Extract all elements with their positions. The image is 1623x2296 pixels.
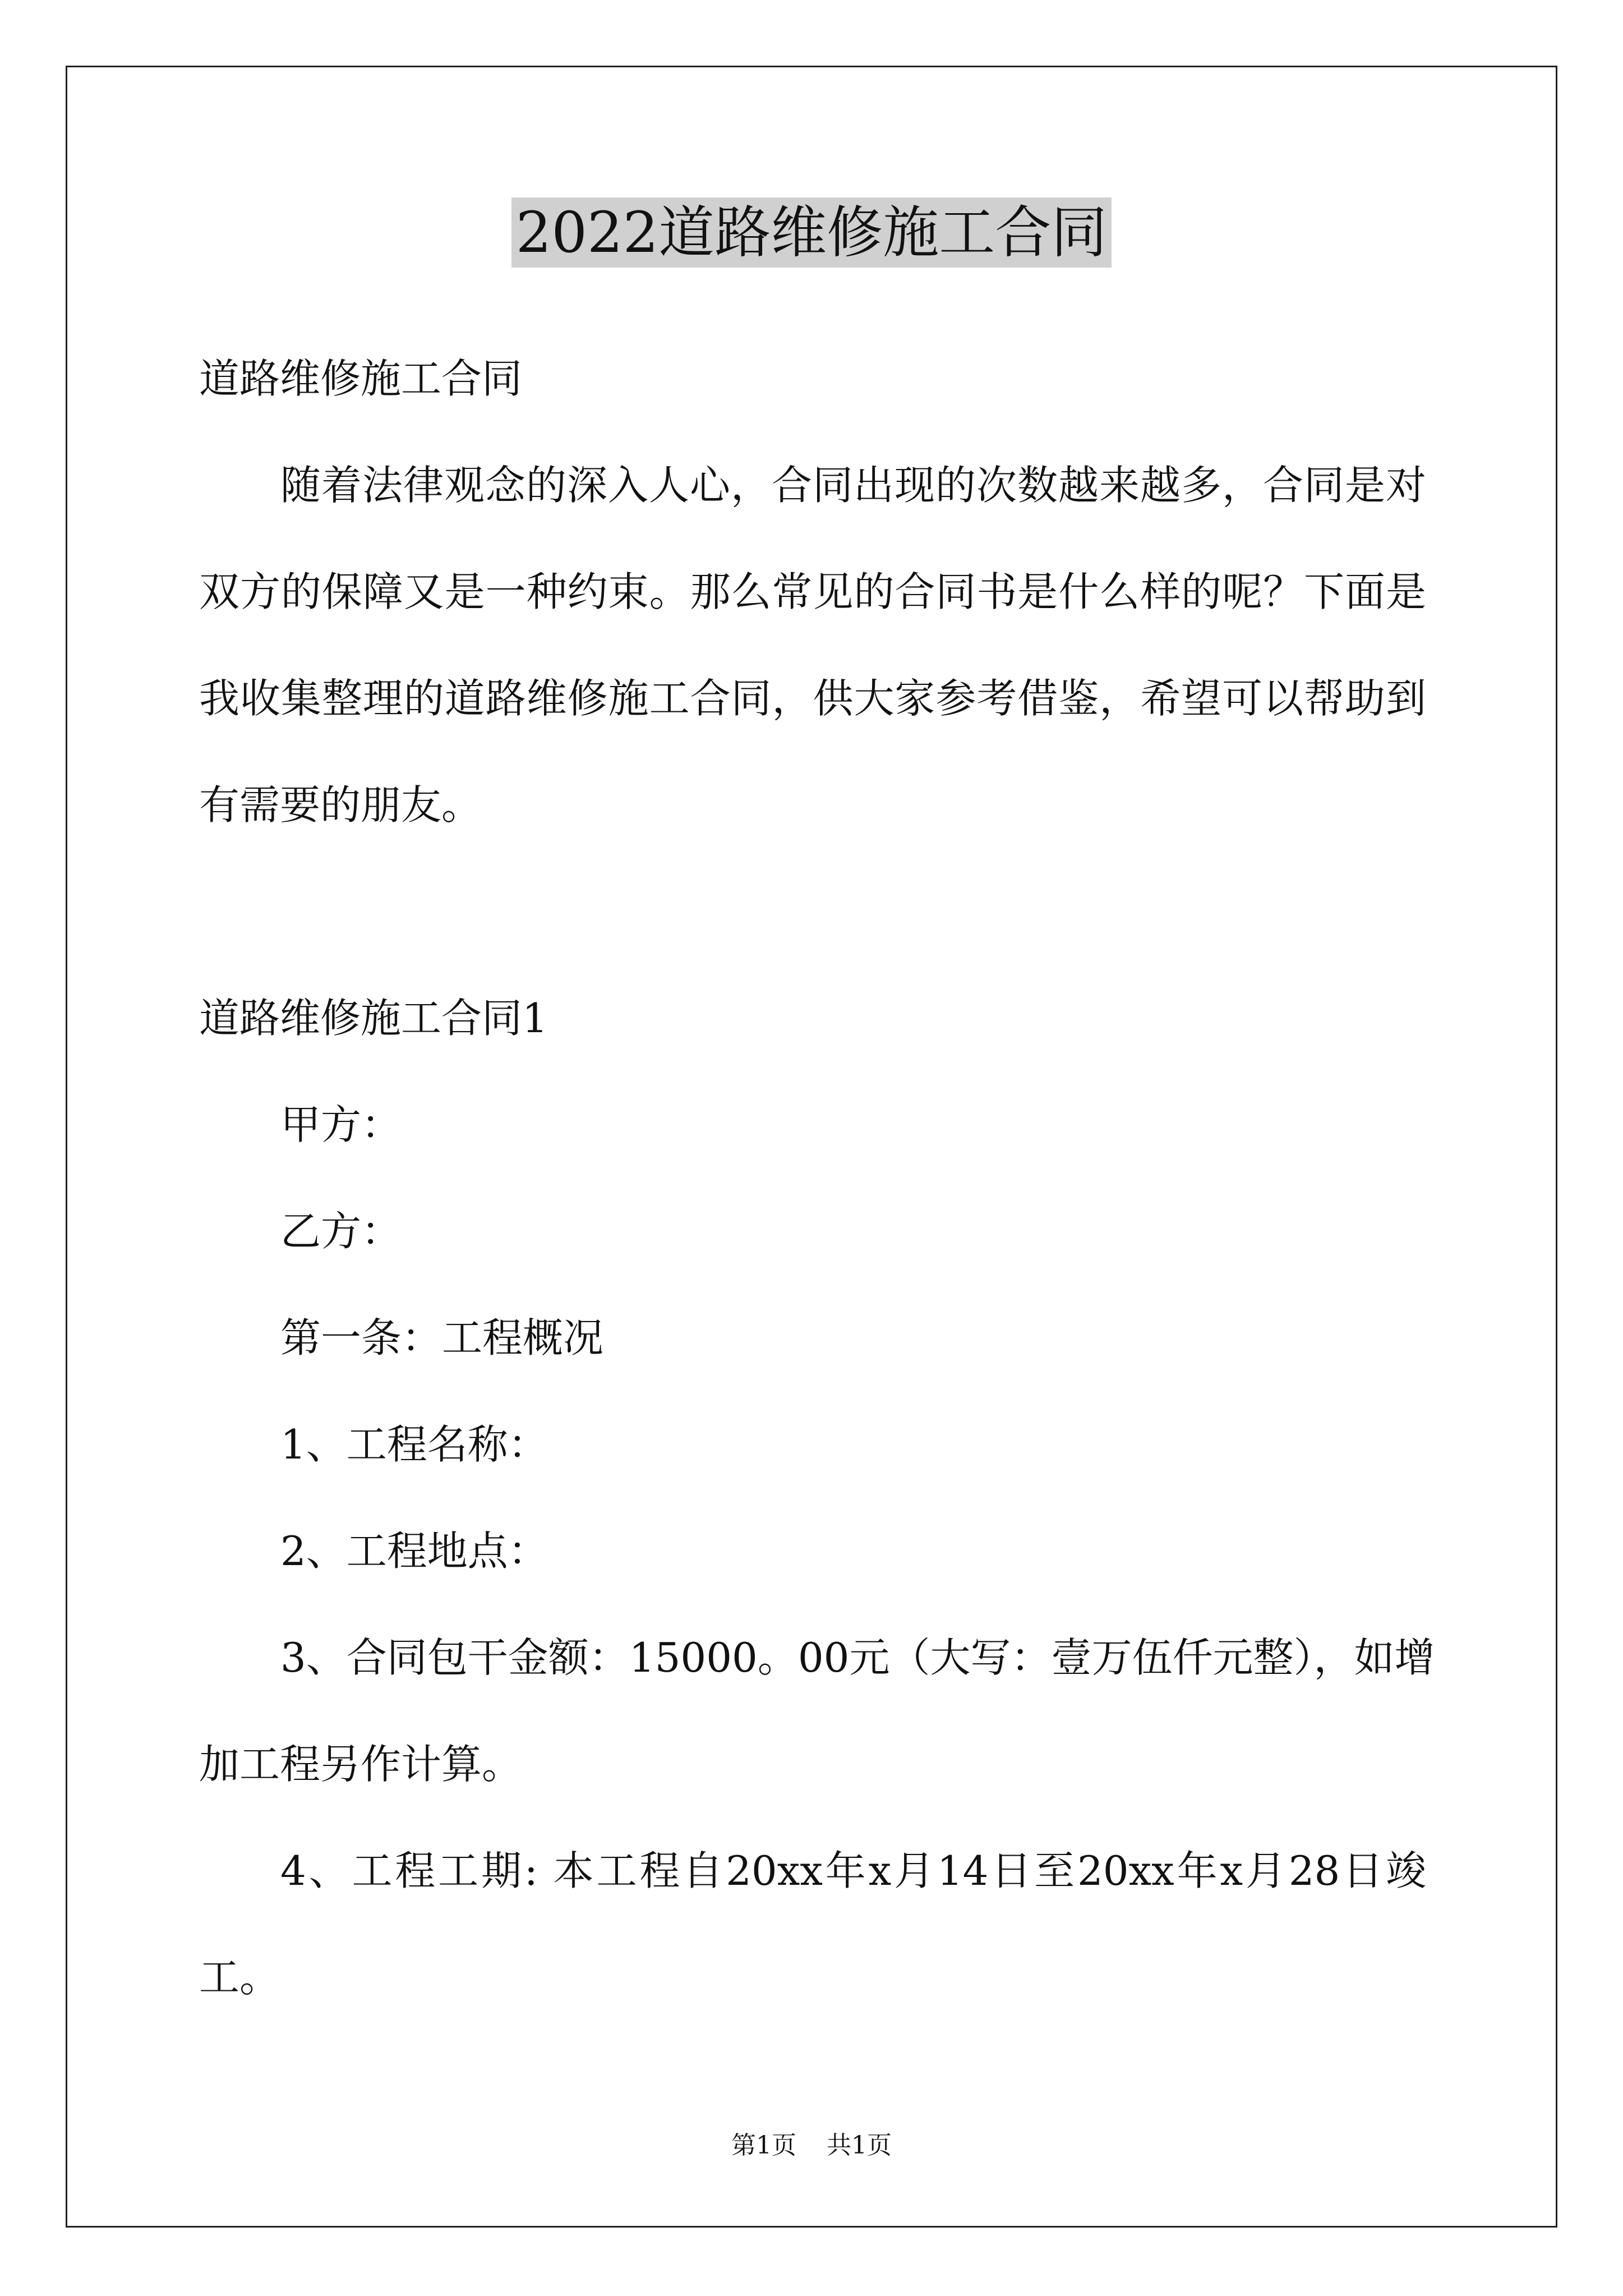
document-title-text: 2022道路维修施工合同 bbox=[511, 197, 1112, 268]
item-2-project-location: 2、工程地点： bbox=[280, 1527, 548, 1575]
intro-line-4: 有需要的朋友。 bbox=[199, 781, 482, 829]
item-1-project-name: 1、工程名称： bbox=[280, 1421, 548, 1468]
article-1-heading: 第一条：工程概况 bbox=[280, 1314, 604, 1361]
party-b-label: 乙方： bbox=[280, 1208, 402, 1255]
page-number-total: 共1页 bbox=[827, 2131, 892, 2160]
item-3-line-2: 加工程另作计算。 bbox=[199, 1741, 523, 1788]
document-title bbox=[0, 194, 1623, 272]
document-subtitle: 道路维修施工合同 bbox=[199, 355, 523, 402]
item-3-line-1: 3、合同包干金额：15000。00元（大写：壹万伍仟元整），如增 bbox=[280, 1634, 1435, 1681]
section-heading: 道路维修施工合同1 bbox=[199, 995, 548, 1042]
page-footer bbox=[0, 2129, 1623, 2162]
intro-line-3: 我收集整理的道路维修施工合同，供大家参考借鉴，希望可以帮助到 bbox=[199, 675, 1426, 722]
party-a-label: 甲方： bbox=[280, 1101, 402, 1148]
intro-line-1: 随着法律观念的深入人心，合同出现的次数越来越多，合同是对 bbox=[280, 462, 1426, 509]
item-4-line-1: 4、工程工期: 本工程自20xx年x月14日至20xx年x月28日竣 bbox=[280, 1847, 1426, 1894]
item-4-line-2: 工。 bbox=[199, 1954, 280, 2001]
page-number-current: 第1页 bbox=[731, 2131, 796, 2160]
intro-line-2: 双方的保障又是一种约束。那么常见的合同书是什么样的呢？下面是 bbox=[199, 568, 1426, 615]
